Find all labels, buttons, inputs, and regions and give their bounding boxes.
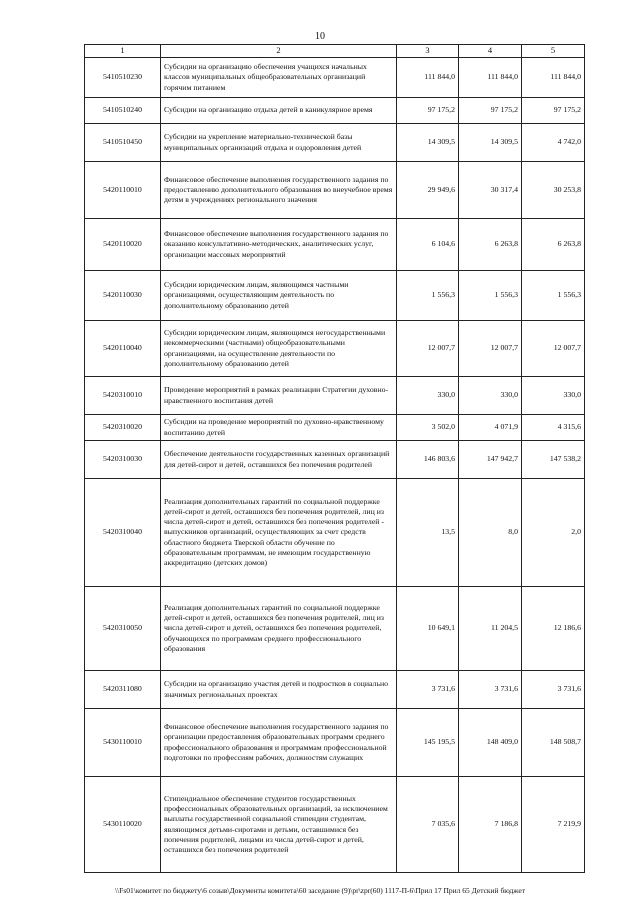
row-code: 5420310030 bbox=[85, 441, 161, 479]
row-value-col4: 1 556,3 bbox=[459, 271, 522, 321]
row-code: 5420110030 bbox=[85, 271, 161, 321]
table-row bbox=[85, 671, 585, 709]
file-path-footer: \\Fs01\комитет по бюджету\6 созыв\Документы комитета\60 заседание (9)\pr\zpr(60) 1117-П-6\Прил 17 Прил 65 Детский бюджет bbox=[115, 886, 525, 895]
row-value-col3: 145 195,5 bbox=[397, 709, 459, 777]
row-description: Финансовое обеспечение выполнения государственного задания по оказанию консультативно-методических, аналитических услуг, организации массовых мероприятий bbox=[161, 219, 397, 271]
row-value-col5: 6 263,8 bbox=[522, 219, 585, 271]
row-value-col3: 1 556,3 bbox=[397, 271, 459, 321]
table-row bbox=[85, 271, 585, 321]
row-value-col5: 2,0 bbox=[522, 479, 585, 587]
row-value-col5: 3 731,6 bbox=[522, 671, 585, 709]
table-row bbox=[85, 58, 585, 98]
row-description: Субсидии юридическим лицам, являющимся негосударственными некоммерческими (частными) общеобразовательными организациями, на осуществление деятельности по дополнительному образованию детей bbox=[161, 321, 397, 377]
row-value-col5: 7 219,9 bbox=[522, 777, 585, 873]
row-value-col3: 3 502,0 bbox=[397, 415, 459, 441]
table-row bbox=[85, 777, 585, 873]
row-code: 5420311080 bbox=[85, 671, 161, 709]
row-code: 5420310050 bbox=[85, 587, 161, 671]
row-code: 5420110020 bbox=[85, 219, 161, 271]
row-value-col4: 4 071,9 bbox=[459, 415, 522, 441]
row-value-col3: 29 949,6 bbox=[397, 162, 459, 219]
row-value-col3: 14 309,5 bbox=[397, 124, 459, 162]
row-value-col4: 330,0 bbox=[459, 377, 522, 415]
row-value-col4: 97 175,2 bbox=[459, 98, 522, 124]
column-header: 3 bbox=[397, 45, 459, 58]
row-value-col5: 97 175,2 bbox=[522, 98, 585, 124]
row-code: 5420310010 bbox=[85, 377, 161, 415]
table-row bbox=[85, 479, 585, 587]
row-value-col3: 10 649,1 bbox=[397, 587, 459, 671]
row-description: Субсидии на организацию обеспечения учащихся начальных классов муниципальных общеобразовательных организаций горячим питанием bbox=[161, 58, 397, 98]
row-code: 5420310020 bbox=[85, 415, 161, 441]
table-row bbox=[85, 219, 585, 271]
row-code: 5410510240 bbox=[85, 98, 161, 124]
row-value-col4: 7 186,8 bbox=[459, 777, 522, 873]
page-number: 10 bbox=[315, 31, 325, 42]
row-value-col5: 4 742,0 bbox=[522, 124, 585, 162]
row-value-col3: 13,5 bbox=[397, 479, 459, 587]
row-description: Субсидии на укрепление материально-технической базы муниципальных организаций отдыха и оздоровления детей bbox=[161, 124, 397, 162]
row-description: Финансовое обеспечение выполнения государственного задания по организации предоставления образовательных программ среднего профессионального образования и программам профессиональной подготовки по профессиям рабочих, должностям служащих bbox=[161, 709, 397, 777]
row-description: Проведение мероприятий в рамках реализации Стратегии духовно-нравственного воспитания детей bbox=[161, 377, 397, 415]
row-code: 5420310040 bbox=[85, 479, 161, 587]
row-code: 5430110010 bbox=[85, 709, 161, 777]
row-value-col4: 12 007,7 bbox=[459, 321, 522, 377]
row-code: 5420110040 bbox=[85, 321, 161, 377]
row-value-col3: 97 175,2 bbox=[397, 98, 459, 124]
row-value-col3: 12 007,7 bbox=[397, 321, 459, 377]
row-value-col5: 1 556,3 bbox=[522, 271, 585, 321]
row-value-col4: 111 844,0 bbox=[459, 58, 522, 98]
row-value-col5: 12 007,7 bbox=[522, 321, 585, 377]
row-value-col3: 111 844,0 bbox=[397, 58, 459, 98]
row-value-col4: 8,0 bbox=[459, 479, 522, 587]
row-value-col3: 3 731,6 bbox=[397, 671, 459, 709]
table-header-row bbox=[85, 45, 585, 58]
row-description: Субсидии на проведение мероприятий по духовно-нравственному воспитанию детей bbox=[161, 415, 397, 441]
row-description: Субсидии на организацию участия детей и подростков в социально значимых региональных проектах bbox=[161, 671, 397, 709]
row-value-col4: 6 263,8 bbox=[459, 219, 522, 271]
row-value-col5: 147 538,2 bbox=[522, 441, 585, 479]
row-description: Реализация дополнительных гарантий по социальной поддержке детей-сирот и детей, оставшихся без попечения родителей, лиц из числа детей-сирот и детей, оставшихся без попечения родителей - выпускников организаций, осуществляющих за счет средств областного бюджета Тверской области обучение по образовательным программам, не имеющим государственную аккредитацию (детских домов) bbox=[161, 479, 397, 587]
row-value-col3: 330,0 bbox=[397, 377, 459, 415]
column-header: 4 bbox=[459, 45, 522, 58]
row-description: Субсидии на организацию отдыха детей в каникулярное время bbox=[161, 98, 397, 124]
table-row bbox=[85, 98, 585, 124]
row-value-col5: 330,0 bbox=[522, 377, 585, 415]
row-value-col5: 148 508,7 bbox=[522, 709, 585, 777]
row-description: Финансовое обеспечение выполнения государственного задания по предоставлению дополнительного образования во внеучебное время детям в учреждениях регионального значения bbox=[161, 162, 397, 219]
row-description: Субсидии юридическим лицам, являющимся частными организациями, осуществляющим деятельность по дополнительному образованию детей bbox=[161, 271, 397, 321]
row-description: Реализация дополнительных гарантий по социальной поддержке детей-сирот и детей, оставшихся без попечения родителей, лиц из числа детей-сирот и детей, оставшихся без попечения родителей, обучающихся по программам среднего профессионального образования bbox=[161, 587, 397, 671]
row-value-col4: 148 409,0 bbox=[459, 709, 522, 777]
table-row bbox=[85, 162, 585, 219]
row-value-col4: 14 309,5 bbox=[459, 124, 522, 162]
budget-table bbox=[84, 44, 585, 873]
row-value-col3: 7 035,6 bbox=[397, 777, 459, 873]
row-code: 5410510450 bbox=[85, 124, 161, 162]
column-header: 1 bbox=[85, 45, 161, 58]
row-value-col5: 111 844,0 bbox=[522, 58, 585, 98]
row-value-col4: 3 731,6 bbox=[459, 671, 522, 709]
table-row bbox=[85, 124, 585, 162]
table-row bbox=[85, 709, 585, 777]
row-value-col4: 30 317,4 bbox=[459, 162, 522, 219]
row-code: 5430110020 bbox=[85, 777, 161, 873]
table-row bbox=[85, 587, 585, 671]
row-value-col4: 147 942,7 bbox=[459, 441, 522, 479]
table-row bbox=[85, 377, 585, 415]
row-value-col3: 146 803,6 bbox=[397, 441, 459, 479]
row-value-col5: 30 253,8 bbox=[522, 162, 585, 219]
row-value-col5: 12 186,6 bbox=[522, 587, 585, 671]
row-description: Стипендиальное обеспечение студентов государственных профессиональных образовательных организаций, за исключением выплаты государственной социальной стипендии студентам, являющимся детьми-сиротами и детьми, оставшимися без попечения родителей, лицами из числа детей-сирот и детей, оставшихся без попечения родителей bbox=[161, 777, 397, 873]
row-description: Обеспечение деятельности государственных казенных организаций для детей-сирот и детей, оставшихся без попечения родителей bbox=[161, 441, 397, 479]
table-row bbox=[85, 321, 585, 377]
row-code: 5420110010 bbox=[85, 162, 161, 219]
row-value-col4: 11 204,5 bbox=[459, 587, 522, 671]
row-value-col3: 6 104,6 bbox=[397, 219, 459, 271]
column-header: 5 bbox=[522, 45, 585, 58]
row-value-col5: 4 315,6 bbox=[522, 415, 585, 441]
row-code: 5410510230 bbox=[85, 58, 161, 98]
column-header: 2 bbox=[161, 45, 397, 58]
table-row bbox=[85, 441, 585, 479]
table-row bbox=[85, 415, 585, 441]
